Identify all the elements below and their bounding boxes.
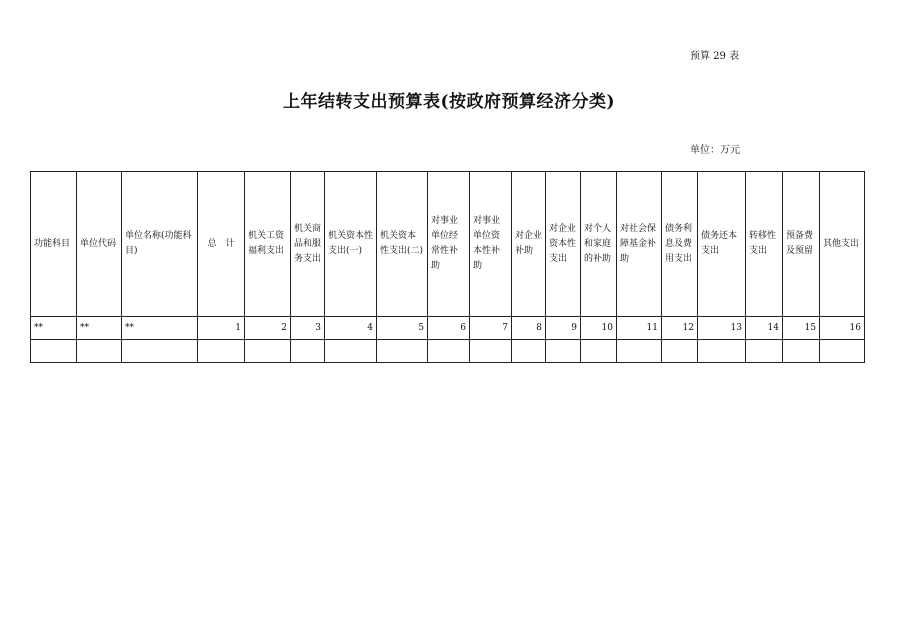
- table-cell: [546, 340, 581, 363]
- header-cell: 债务还本支出: [698, 172, 746, 317]
- table-cell: **: [77, 317, 122, 340]
- header-cell: 功能科目: [31, 172, 77, 317]
- header-cell: 机关资本性支出(二): [377, 172, 428, 317]
- unit-label: 单位：万元: [690, 145, 740, 156]
- table-cell: 13: [698, 317, 746, 340]
- header-cell: 机关商品和服务支出: [291, 172, 325, 317]
- table-cell: [198, 340, 245, 363]
- table-cell: 5: [377, 317, 428, 340]
- table-cell: 2: [245, 317, 291, 340]
- table-cell: **: [122, 317, 198, 340]
- form-number: 预算 29 表: [690, 51, 740, 62]
- table-cell: [377, 340, 428, 363]
- table-cell: 15: [783, 317, 820, 340]
- header-cell: 转移性支出: [746, 172, 783, 317]
- table-cell: [617, 340, 662, 363]
- table-cell: [291, 340, 325, 363]
- table-cell: 6: [428, 317, 470, 340]
- table-cell: [512, 340, 546, 363]
- header-cell: 对企业资本性支出: [546, 172, 581, 317]
- table-cell: [581, 340, 617, 363]
- table-cell: 14: [746, 317, 783, 340]
- table-cell: 3: [291, 317, 325, 340]
- table-row-column-index: [31, 317, 865, 340]
- table-cell: **: [31, 317, 77, 340]
- document-title: 上年结转支出预算表(按政府预算经济分类): [282, 92, 616, 112]
- header-cell: 对事业单位资本性补助: [470, 172, 512, 317]
- table-cell: [122, 340, 198, 363]
- table-cell: 10: [581, 317, 617, 340]
- table-cell: [245, 340, 291, 363]
- table-cell: [698, 340, 746, 363]
- header-cell: 对企业补助: [512, 172, 546, 317]
- table-cell: 11: [617, 317, 662, 340]
- header-cell: 机关资本性支出(一): [325, 172, 377, 317]
- table-cell: 1: [198, 317, 245, 340]
- header-cell: 预备费及预留: [783, 172, 820, 317]
- header-cell: 对事业单位经常性补助: [428, 172, 470, 317]
- table-cell: [77, 340, 122, 363]
- table-cell: 8: [512, 317, 546, 340]
- header-cell: 其他支出: [820, 172, 865, 317]
- table-cell: [746, 340, 783, 363]
- header-cell: 单位名称(功能科目): [122, 172, 198, 317]
- table-cell: 7: [470, 317, 512, 340]
- table-cell: [31, 340, 77, 363]
- header-cell: 对个人和家庭的补助: [581, 172, 617, 317]
- table-cell: [325, 340, 377, 363]
- table-row-empty: [31, 340, 865, 363]
- table-cell: [820, 340, 865, 363]
- table-cell: [470, 340, 512, 363]
- table-cell: 4: [325, 317, 377, 340]
- header-cell: 机关工资福利支出: [245, 172, 291, 317]
- table-header-row: [31, 172, 865, 317]
- header-cell: 总 计: [198, 172, 245, 317]
- table-cell: [428, 340, 470, 363]
- table-cell: [662, 340, 698, 363]
- table-cell: 9: [546, 317, 581, 340]
- table-cell: 12: [662, 317, 698, 340]
- header-cell: 对社会保障基金补助: [617, 172, 662, 317]
- header-cell: 单位代码: [77, 172, 122, 317]
- table-cell: 16: [820, 317, 865, 340]
- header-cell: 债务利息及费用支出: [662, 172, 698, 317]
- table-cell: [783, 340, 820, 363]
- budget-table: [30, 171, 865, 363]
